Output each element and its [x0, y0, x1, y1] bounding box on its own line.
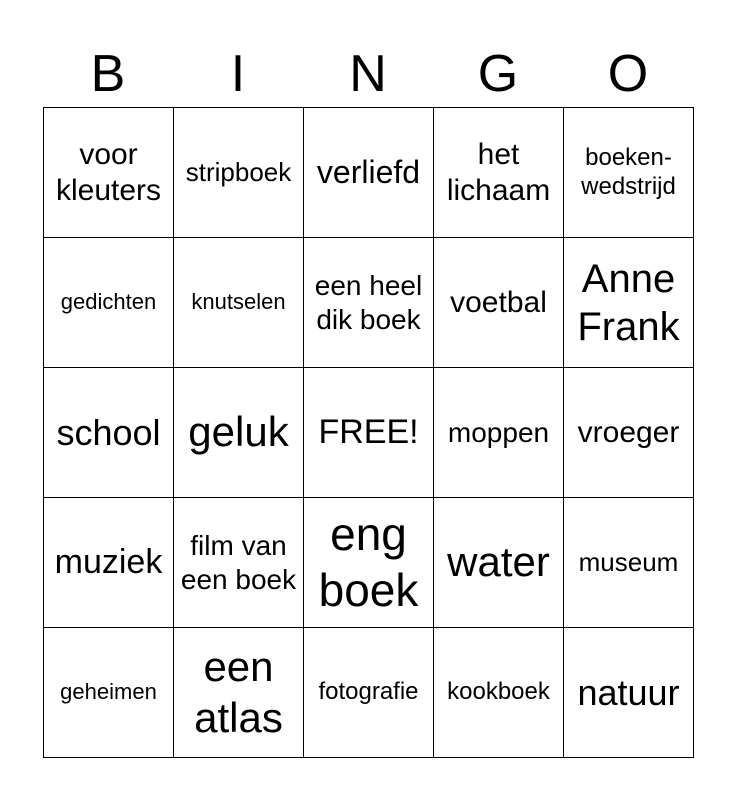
bingo-cell: stripboek — [174, 108, 304, 238]
bingo-cell: knutselen — [174, 238, 304, 368]
bingo-cell: school — [44, 368, 174, 498]
bingo-cell: verliefd — [304, 108, 434, 238]
grid-row — [44, 238, 694, 368]
bingo-cell: gedichten — [44, 238, 174, 368]
bingo-cell: Anne Frank — [564, 238, 694, 368]
bingo-cell: geheimen — [44, 628, 174, 758]
bingo-header — [43, 44, 693, 104]
bingo-cell: boeken-wedstrijd — [564, 108, 694, 238]
bingo-cell: voetbal — [434, 238, 564, 368]
bingo-cell-free: FREE! — [304, 368, 434, 498]
header-letter-i: I — [230, 45, 246, 103]
bingo-cell: voor kleuters — [44, 108, 174, 238]
bingo-cell: het lichaam — [434, 108, 564, 238]
bingo-cell: fotografie — [304, 628, 434, 758]
grid-row — [44, 108, 694, 238]
bingo-cell: moppen — [434, 368, 564, 498]
bingo-cell: een atlas — [174, 628, 304, 758]
bingo-cell: film van een boek — [174, 498, 304, 628]
bingo-cell: kookboek — [434, 628, 564, 758]
bingo-cell: water — [434, 498, 564, 628]
bingo-cell: een heel dik boek — [304, 238, 434, 368]
bingo-cell: geluk — [174, 368, 304, 498]
header-letter-o: O — [607, 45, 649, 103]
grid-row — [44, 498, 694, 628]
bingo-card-grid — [43, 107, 694, 758]
bingo-cell: museum — [564, 498, 694, 628]
grid-row — [44, 368, 694, 498]
bingo-cell: muziek — [44, 498, 174, 628]
bingo-cell: vroeger — [564, 368, 694, 498]
bingo-cell: natuur — [564, 628, 694, 758]
grid-row — [44, 628, 694, 758]
bingo-cell: eng boek — [304, 498, 434, 628]
header-letter-g: G — [477, 45, 519, 103]
header-letter-n: N — [349, 45, 387, 103]
header-letter-b: B — [90, 45, 126, 103]
